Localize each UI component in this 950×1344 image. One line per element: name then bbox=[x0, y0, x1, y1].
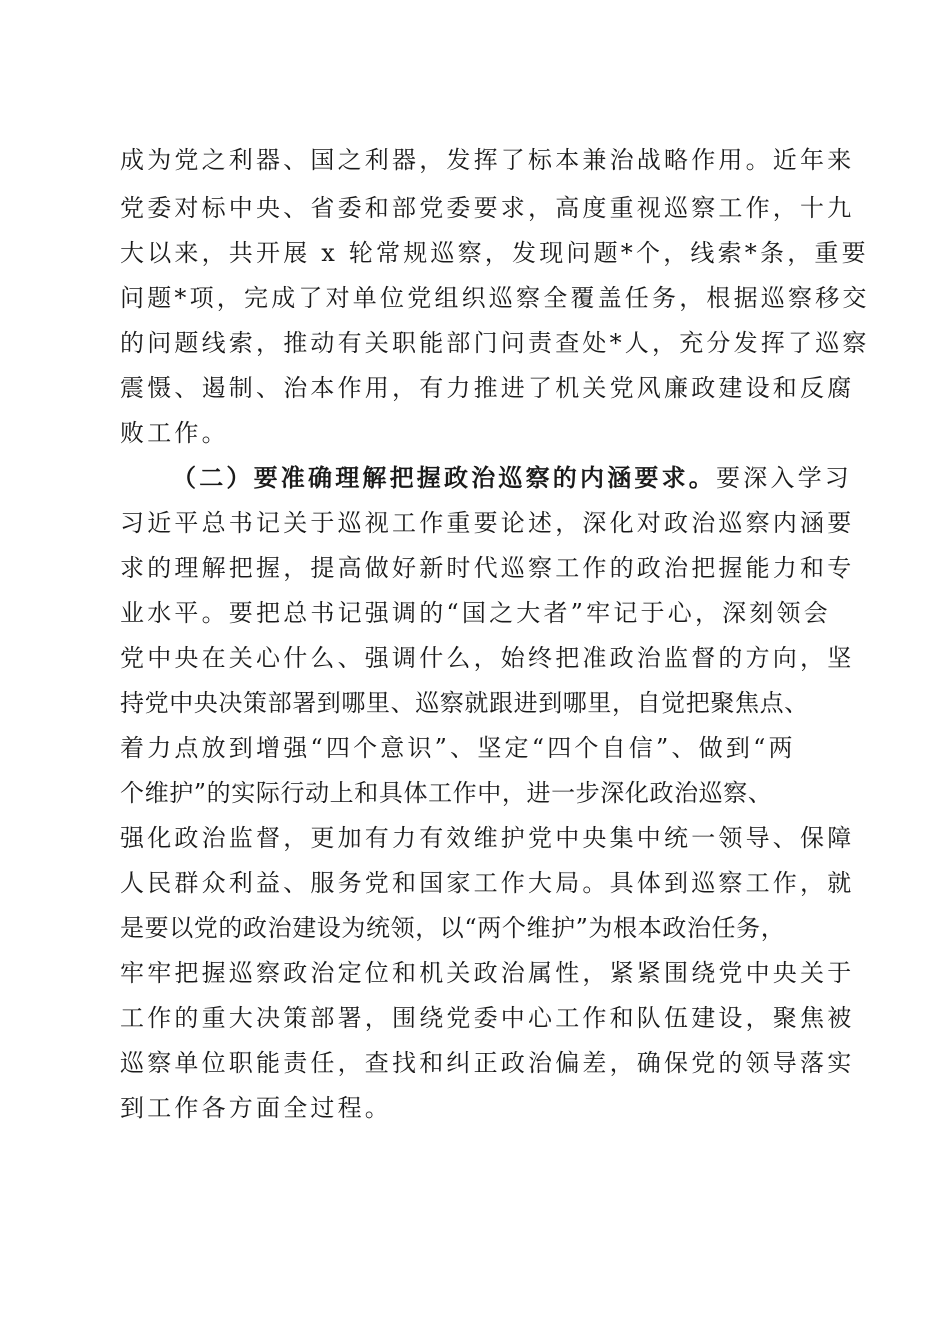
paragraph-2-line-8: 个维护”的实际行动上和具体工作中，进一步深化政治巡察、 bbox=[120, 779, 773, 807]
paragraph-2-line-14: 巡察单位职能责任，查找和纠正政治偏差，确保党的领导落实 bbox=[120, 1049, 855, 1077]
paragraph-2-line-10: 人民群众利益、服务党和国家工作大局。具体到巡察工作，就 bbox=[120, 869, 855, 897]
paragraph-2-line-3: 求的理解把握，提高做好新时代巡察工作的政治把握能力和专 bbox=[120, 554, 855, 582]
paragraph-2-line-6: 持党中央决策部署到哪里、巡察就跟进到哪里，自觉把聚焦点、 bbox=[120, 689, 809, 717]
section-heading-tail: 要深入学习 bbox=[716, 464, 852, 492]
paragraph-2-line-12: 牢牢把握巡察政治定位和机关政治属性，紧紧围绕党中央关于 bbox=[120, 959, 855, 987]
paragraph-2-line-4: 业水平。要把总书记强调的“国之大者”牢记于心，深刻领会 bbox=[120, 599, 831, 627]
paragraph-2-line-9: 强化政治监督，更加有力有效维护党中央集中统一领导、保障 bbox=[120, 824, 855, 852]
paragraph-2-line-13: 工作的重大决策部署，围绕党委中心工作和队伍建设，聚焦被 bbox=[120, 1004, 855, 1032]
paragraph-1-line-6: 震慑、遏制、治本作用，有力推进了机关党风廉政建设和反腐 bbox=[120, 374, 855, 402]
paragraph-1-line-3: 大以来，共开展 x 轮常规巡察，发现问题*个，线索*条，重要 bbox=[120, 239, 869, 267]
paragraph-2-line-2: 习近平总书记关于巡视工作重要论述，深化对政治巡察内涵要 bbox=[120, 509, 855, 537]
paragraph-1-line-4: 问题*项，完成了对单位党组织巡察全覆盖任务，根据巡察移交 bbox=[120, 284, 870, 312]
paragraph-1-line-5: 的问题线索，推动有关职能部门问责查处*人，充分发挥了巡察 bbox=[120, 329, 870, 357]
section-heading: （二）要准确理解把握政治巡察的内涵要求。 bbox=[172, 463, 716, 492]
paragraph-1-line-7: 败工作。 bbox=[120, 419, 229, 447]
paragraph-2-line-5: 党中央在关心什么、强调什么，始终把准政治监督的方向，坚 bbox=[120, 644, 855, 672]
paragraph-2-line-15: 到工作各方面全过程。 bbox=[120, 1094, 392, 1122]
paragraph-2-line-1 bbox=[172, 463, 852, 493]
paragraph-2-line-7: 着力点放到增强“四个意识”、坚定“四个自信”、做到“两 bbox=[120, 734, 796, 762]
paragraph-1-line-1: 成为党之利器、国之利器，发挥了标本兼治战略作用。近年来 bbox=[120, 146, 855, 174]
paragraph-1-line-2: 党委对标中央、省委和部党委要求，高度重视巡察工作，十九 bbox=[120, 194, 855, 222]
paragraph-2-line-11: 是要以党的政治建设为统领，以“两个维护”为根本政治任务， bbox=[120, 914, 786, 942]
